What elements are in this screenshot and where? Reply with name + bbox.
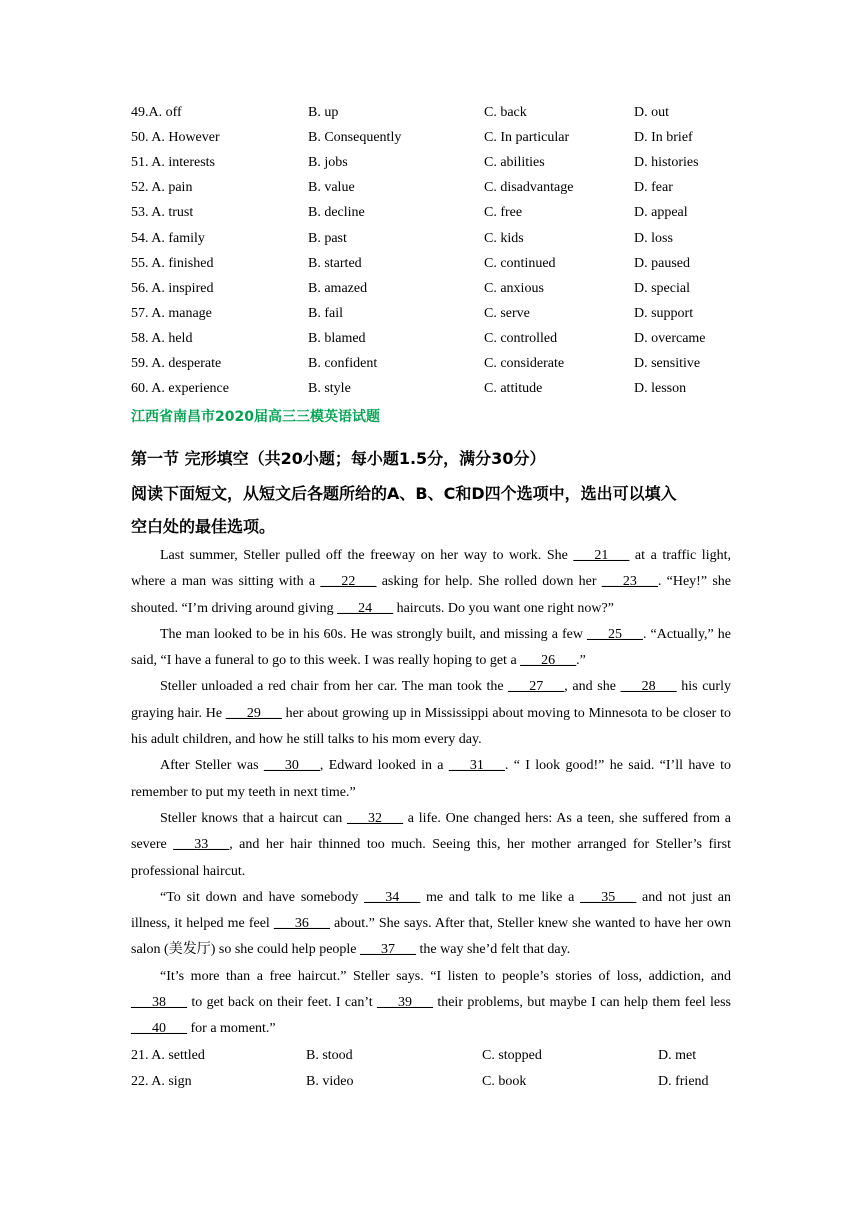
- option-c: C. controlled: [484, 330, 558, 346]
- passage-text: After Steller was: [160, 758, 264, 774]
- passage-text: for a moment.”: [187, 1021, 276, 1037]
- passage-text: her about growing up in Mississippi about moving to Minnesota to be closer to his adult children, and how he still talks to his mom every day.: [131, 705, 731, 748]
- source-title: 江西省南昌市2020届高三三模英语试题: [131, 409, 380, 425]
- option-b: B. blamed: [308, 330, 366, 346]
- passage-text: , and she: [564, 679, 621, 695]
- passage-paragraph: [131, 674, 731, 753]
- option-d: D. overcame: [634, 330, 706, 346]
- option-b: B. value: [308, 180, 355, 196]
- option-d: D. paused: [634, 255, 690, 271]
- option-a: 58. A. held: [131, 330, 193, 346]
- passage-paragraph: [131, 543, 731, 622]
- answer-blank: ___24___: [337, 600, 394, 616]
- option-b: B. confident: [308, 356, 378, 371]
- passage-text: Steller knows that a haircut can: [160, 810, 348, 826]
- answer-blank: ___22___: [320, 574, 377, 590]
- option-c: C. attitude: [484, 381, 543, 397]
- answer-blank: ___39___: [376, 995, 433, 1011]
- passage-text: asking for help. She rolled down her: [376, 574, 602, 590]
- option-d: D. support: [634, 305, 694, 321]
- option-b: B. fail: [308, 305, 343, 321]
- option-c: C. stopped: [482, 1048, 542, 1063]
- passage-paragraph: [131, 964, 731, 1043]
- option-a: 51. A. interests: [131, 155, 215, 171]
- option-c: C. In particular: [484, 130, 570, 146]
- passage-text: his curly graying hair. He: [131, 679, 731, 721]
- answer-blank: ___35___: [580, 889, 637, 905]
- option-a: 59. A. desperate: [131, 356, 222, 371]
- passage-text: the way she’d felt that day.: [416, 942, 571, 958]
- option-b: B. style: [308, 381, 351, 397]
- option-a: 22. A. sign: [131, 1074, 192, 1090]
- passage-text: , and her hair thinned too much. Seeing this, her mother arranged for Steller’s first professional haircut.: [131, 837, 731, 879]
- answer-blank: ___38___: [131, 995, 187, 1011]
- option-c: C. serve: [484, 305, 530, 321]
- passage-text: “To sit down and have somebody: [160, 889, 365, 905]
- passage-text: The man looked to be in his 60s. He was strongly built, and missing a few: [160, 626, 587, 642]
- section-title: 第一节 完形填空（共20小题；每小题1.5分，满分30分）: [131, 449, 546, 468]
- option-a: 21. A. settled: [131, 1048, 205, 1063]
- option-b: B. Consequently: [308, 130, 402, 146]
- answer-blank: ___31___: [448, 758, 505, 774]
- passage-text: about.” She says. After that, Steller knew she wanted to have her own salon (美发厅) so she could help people: [131, 916, 731, 958]
- option-c: C. free: [484, 205, 523, 221]
- option-b: B. stood: [306, 1048, 353, 1063]
- answer-blank: ___32___: [347, 810, 404, 826]
- passage-text: at a traffic light, where a man was sitting with a: [131, 548, 731, 590]
- option-d: D. sensitive: [634, 356, 701, 371]
- option-d: D. met: [658, 1048, 697, 1063]
- passage-text: . “Hey!” she shouted. “I’m driving around giving: [131, 574, 732, 616]
- option-a: 52. A. pain: [131, 180, 193, 196]
- answer-blank: ___25___: [586, 626, 643, 642]
- answer-blank: ___30___: [263, 758, 320, 774]
- passage-text: . “Actually,” he said, “I have a funeral to go to this week. I was really hoping to get a: [131, 626, 731, 669]
- passage-text: a life. One changed hers: As a teen, she suffered from a severe: [131, 810, 731, 853]
- option-c: C. continued: [484, 255, 556, 271]
- answer-blank: ___29___: [225, 705, 282, 721]
- option-a: 53. A. trust: [131, 205, 194, 221]
- option-b: B. started: [308, 255, 362, 271]
- option-d: D. In brief: [634, 130, 693, 146]
- instruction-line-2: 空白处的最佳选项。: [131, 517, 276, 536]
- option-c: C. considerate: [484, 356, 565, 371]
- option-c: C. back: [484, 105, 527, 120]
- option-c: C. disadvantage: [484, 180, 574, 196]
- option-a: 54. A. family: [131, 230, 205, 246]
- passage-text: their problems, but maybe I can help them feel less: [432, 995, 731, 1011]
- option-c: C. anxious: [484, 280, 544, 296]
- passage-text: Steller unloaded a red chair from her car. The man took the: [160, 679, 509, 695]
- option-a: 49.A. off: [131, 105, 182, 120]
- answer-blank: ___40___: [131, 1021, 187, 1037]
- option-b: B. jobs: [308, 155, 348, 171]
- passage-text: to get back on their feet. I can’t: [187, 995, 377, 1011]
- passage-text: me and talk to me like a: [420, 889, 581, 905]
- answer-blank: ___37___: [360, 942, 417, 958]
- passage-text: . “ I look good!” he said. “I’ll have to remember to put my teeth in next time.”: [131, 758, 731, 800]
- option-c: C. book: [482, 1074, 527, 1090]
- passage-text: and not just an illness, it helped me feel: [131, 889, 732, 932]
- option-d: D. loss: [634, 230, 673, 246]
- instruction-line-1: 阅读下面短文，从短文后各题所给的A、B、C和D四个选项中，选出可以填入: [131, 484, 677, 503]
- option-d: D. histories: [634, 155, 699, 171]
- passage-text: “It’s more than a free haircut.” Steller says. “I listen to people’s stories of loss, addiction, and: [160, 968, 731, 984]
- option-d: D. friend: [658, 1074, 709, 1090]
- option-d: D. out: [634, 105, 669, 120]
- option-a: 57. A. manage: [131, 305, 212, 321]
- passage-paragraph: [131, 806, 731, 885]
- option-a: 60. A. experience: [131, 381, 229, 397]
- option-b: B. decline: [308, 205, 365, 221]
- option-d: D. special: [634, 280, 690, 296]
- option-c: C. abilities: [484, 155, 545, 171]
- answer-blank: ___26___: [520, 653, 577, 669]
- cloze-passage: [131, 543, 731, 1043]
- option-c: C. kids: [484, 230, 524, 246]
- answer-blank: ___34___: [364, 889, 421, 905]
- passage-text: Last summer, Steller pulled off the freeway on her way to work. She: [160, 548, 574, 563]
- passage-paragraph: [131, 753, 731, 806]
- passage-text: haircuts. Do you want one right now?”: [393, 600, 614, 616]
- passage-text: , Edward looked in a: [319, 758, 449, 774]
- option-b: B. up: [308, 105, 339, 120]
- option-a: 55. A. finished: [131, 255, 214, 271]
- answer-blank: ___36___: [273, 916, 330, 932]
- answer-blank: ___28___: [620, 679, 677, 695]
- option-a: 50. A. However: [131, 130, 220, 146]
- option-b: B. past: [308, 230, 347, 246]
- answer-blank: ___27___: [508, 679, 565, 695]
- option-d: D. appeal: [634, 205, 688, 221]
- option-b: B. video: [306, 1074, 354, 1090]
- option-b: B. amazed: [308, 280, 368, 296]
- passage-paragraph: [131, 885, 731, 964]
- answer-blank: ___23___: [601, 574, 658, 590]
- option-a: 56. A. inspired: [131, 280, 214, 296]
- option-d: D. lesson: [634, 381, 687, 397]
- option-d: D. fear: [634, 180, 673, 196]
- passage-text: .”: [576, 653, 586, 669]
- passage-paragraph: [131, 622, 731, 675]
- answer-blank: ___33___: [173, 837, 230, 853]
- answer-blank: ___21___: [573, 548, 630, 563]
